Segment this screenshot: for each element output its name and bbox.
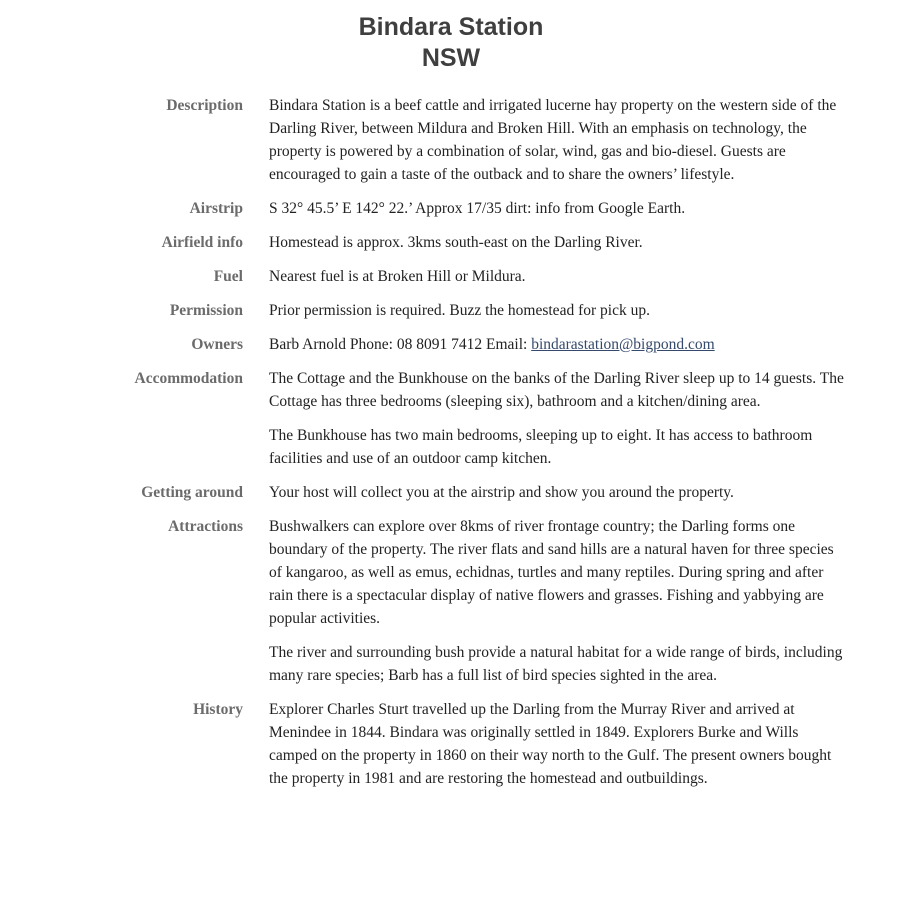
fuel-text: Nearest fuel is at Broken Hill or Mildura.: [269, 268, 526, 285]
label-accommodation: Accommodation: [134, 370, 243, 387]
accommodation-text-2: The Bunkhouse has two main bedrooms, sleeping up to eight. It has access to bathroom facilities and use of an outdoor camp kitchen.: [269, 427, 813, 467]
label-attractions: Attractions: [168, 518, 243, 535]
row-airstrip: [130, 197, 849, 231]
row-airfield-info: [130, 231, 849, 265]
value-owners: [269, 333, 849, 367]
label-airstrip: Airstrip: [189, 200, 243, 217]
title-line-2: NSW: [421, 44, 481, 72]
page-title: [0, 12, 904, 74]
value-airfield-info: [269, 231, 849, 265]
description-text: Bindara Station is a beef cattle and irrigated lucerne hay property on the western side of the Darling River, between Mildura and Broken Hill. With an emphasis on technology, the property is powered by a combination of solar, wind, gas and bio-diesel. Guests are encouraged to gain a taste of the outback and to share the owners’ lifestyle.: [269, 97, 837, 183]
accommodation-text-1: The Cottage and the Bunkhouse on the banks of the Darling River sleep up to 14 guests. The Cottage has three bedrooms (sleeping six), bathroom and a kitchen/dining area.: [269, 370, 844, 410]
attractions-text-2: The river and surrounding bush provide a natural habitat for a wide range of birds, including many rare species; Barb has a full list of bird species sighted in the area.: [269, 644, 843, 684]
getting-around-text: Your host will collect you at the airstrip and show you around the property.: [269, 484, 734, 501]
label-airfield-info: Airfield info: [161, 234, 243, 251]
row-permission: [130, 299, 849, 333]
label-description: Description: [166, 97, 243, 114]
permission-text: Prior permission is required. Buzz the homestead for pick up.: [269, 302, 650, 319]
row-accommodation: [130, 367, 849, 481]
airstrip-text: S 32° 45.5’ E 142° 22.’ Approx 17/35 dirt: info from Google Earth.: [269, 200, 686, 217]
value-fuel: [269, 265, 849, 299]
value-permission: [269, 299, 849, 333]
row-description: [130, 94, 849, 197]
value-description: [269, 94, 849, 197]
owners-line: [269, 333, 849, 356]
value-history: [269, 698, 849, 801]
airfield-info-text: Homestead is approx. 3kms south-east on the Darling River.: [269, 234, 643, 251]
label-getting-around: Getting around: [141, 484, 243, 501]
label-history: History: [193, 701, 243, 718]
history-text: Explorer Charles Sturt travelled up the Darling from the Murray River and arrived at Menindee in 1844. Bindara was originally settled in 1849. Explorers Burke and Wills camped on the property in 1860 on their way north to the Gulf. The present owners bought the property in 1981 and are restoring the homestead and outbuildings.: [269, 701, 832, 787]
value-attractions: [269, 515, 849, 698]
value-airstrip: [269, 197, 849, 231]
row-history: [130, 698, 849, 801]
owners-text: Barb Arnold Phone: 08 8091 7412 Email:: [269, 336, 532, 353]
attractions-text-1: Bushwalkers can explore over 8kms of river frontage country; the Darling forms one boundary of the property. The river flats and sand hills are a natural haven for three species of kangaroo, as well as emus, echidnas, turtles and many reptiles. During spring and after rain there is a spectacular display of native flowers and grasses. Fishing and yabbying are popular activities.: [269, 518, 834, 627]
row-attractions: [130, 515, 849, 698]
row-getting-around: [130, 481, 849, 515]
owners-email-link[interactable]: bindarastation@bigpond.com: [531, 336, 715, 353]
row-owners: [130, 333, 849, 367]
label-owners: Owners: [191, 336, 243, 353]
info-table: [130, 94, 849, 801]
value-getting-around: [269, 481, 849, 515]
title-line-1: Bindara Station: [358, 13, 544, 41]
row-fuel: [130, 265, 849, 299]
label-fuel: Fuel: [213, 268, 243, 285]
label-permission: Permission: [169, 302, 243, 319]
value-accommodation: [269, 367, 849, 481]
